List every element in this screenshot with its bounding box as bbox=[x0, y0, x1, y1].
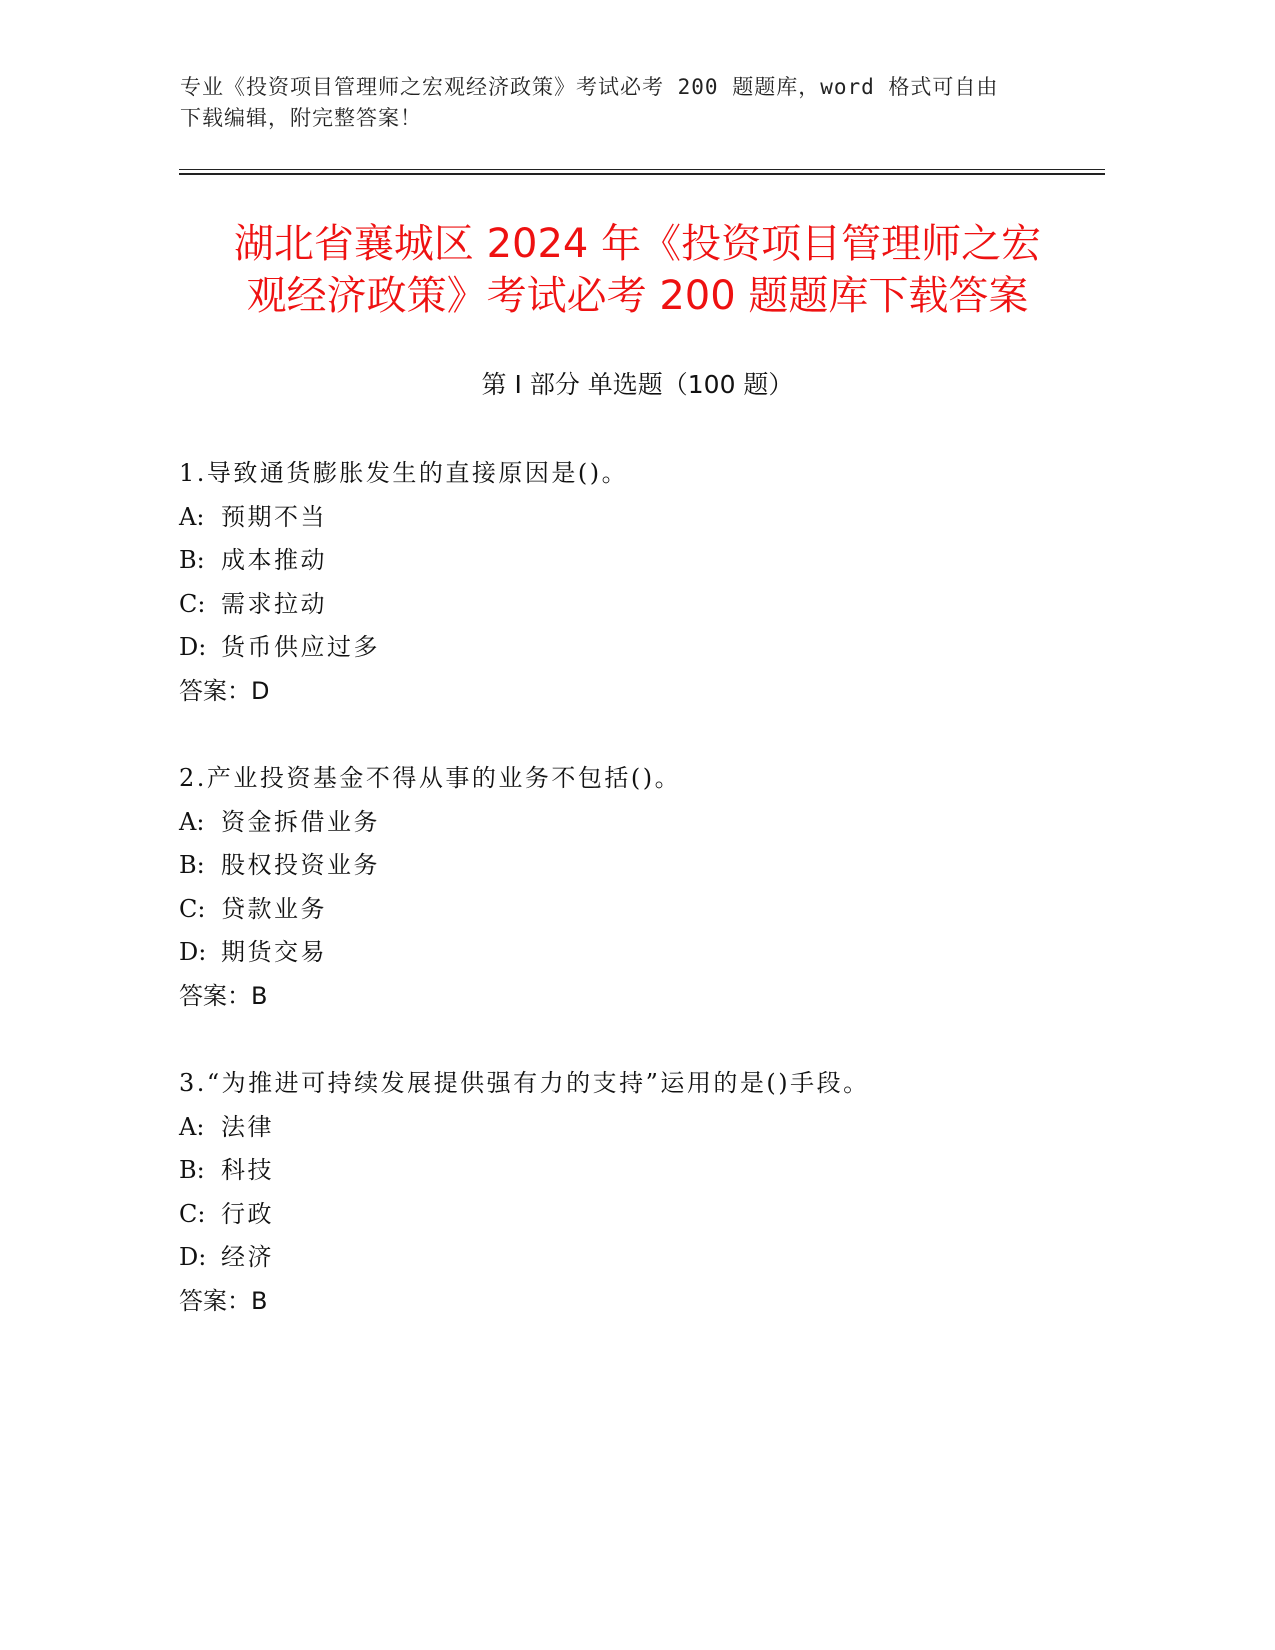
option-letter: D: bbox=[179, 1243, 207, 1271]
header-note bbox=[180, 72, 1060, 134]
option-a bbox=[179, 496, 1079, 540]
option-letter: C: bbox=[179, 589, 206, 618]
question-stem: 1.导致通货膨胀发生的直接原因是()。 bbox=[179, 459, 629, 487]
option-letter: C: bbox=[179, 894, 206, 923]
header-note-line-1: 专业《投资项目管理师之宏观经济政策》考试必考 200 题题库，word 格式可自由 bbox=[180, 75, 999, 99]
option-letter: D: bbox=[179, 938, 207, 966]
answer: 答案：B bbox=[179, 1286, 268, 1315]
option-text: 科技 bbox=[221, 1156, 274, 1184]
option-b bbox=[179, 844, 1079, 888]
option-text: 资金拆借业务 bbox=[221, 807, 380, 836]
header-note-line-2: 下载编辑，附完整答案！ bbox=[180, 106, 422, 130]
option-a bbox=[179, 1106, 1079, 1150]
option-c bbox=[179, 1193, 1079, 1237]
option-text: 行政 bbox=[221, 1199, 274, 1228]
option-text: 股权投资业务 bbox=[221, 851, 380, 879]
document-title-line-2: 观经济政策》考试必考 200 题题库下载答案 bbox=[246, 273, 1029, 319]
option-letter: C: bbox=[179, 1199, 206, 1228]
option-letter: A: bbox=[179, 502, 205, 531]
option-c bbox=[179, 583, 1079, 627]
option-d bbox=[179, 931, 1079, 975]
option-text: 经济 bbox=[221, 1243, 274, 1271]
option-text: 需求拉动 bbox=[221, 589, 327, 618]
option-text: 成本推动 bbox=[221, 546, 327, 574]
option-letter: B: bbox=[179, 1156, 205, 1184]
question-2 bbox=[179, 757, 1079, 1018]
option-letter: B: bbox=[179, 546, 205, 574]
section-heading: 第 I 部分 单选题（100 题） bbox=[481, 370, 794, 399]
option-letter: D: bbox=[179, 633, 207, 661]
option-b bbox=[179, 1149, 1079, 1193]
option-b bbox=[179, 539, 1079, 583]
option-text: 预期不当 bbox=[221, 502, 327, 531]
option-text: 贷款业务 bbox=[221, 894, 327, 923]
option-letter: B: bbox=[179, 851, 205, 879]
question-1 bbox=[179, 452, 1079, 713]
question-stem: 2.产业投资基金不得从事的业务不包括()。 bbox=[179, 764, 682, 792]
question-3 bbox=[179, 1062, 1079, 1323]
option-d bbox=[179, 1236, 1079, 1280]
option-text: 货币供应过多 bbox=[221, 633, 380, 661]
option-c bbox=[179, 888, 1079, 932]
document-title-line-1: 湖北省襄城区 2024 年《投资项目管理师之宏 bbox=[233, 221, 1042, 267]
option-text: 法律 bbox=[221, 1112, 274, 1141]
answer: 答案：D bbox=[179, 676, 270, 705]
document-title bbox=[150, 218, 1125, 322]
option-a bbox=[179, 801, 1079, 845]
option-text: 期货交易 bbox=[221, 938, 327, 966]
header-divider-thin bbox=[179, 169, 1105, 170]
header-divider-thick bbox=[179, 173, 1105, 175]
answer: 答案：B bbox=[179, 981, 268, 1010]
option-letter: A: bbox=[179, 807, 205, 836]
question-stem: 3.“为推进可持续发展提供强有力的支持”运用的是()手段。 bbox=[179, 1069, 870, 1097]
option-letter: A: bbox=[179, 1112, 205, 1141]
option-d bbox=[179, 626, 1079, 670]
